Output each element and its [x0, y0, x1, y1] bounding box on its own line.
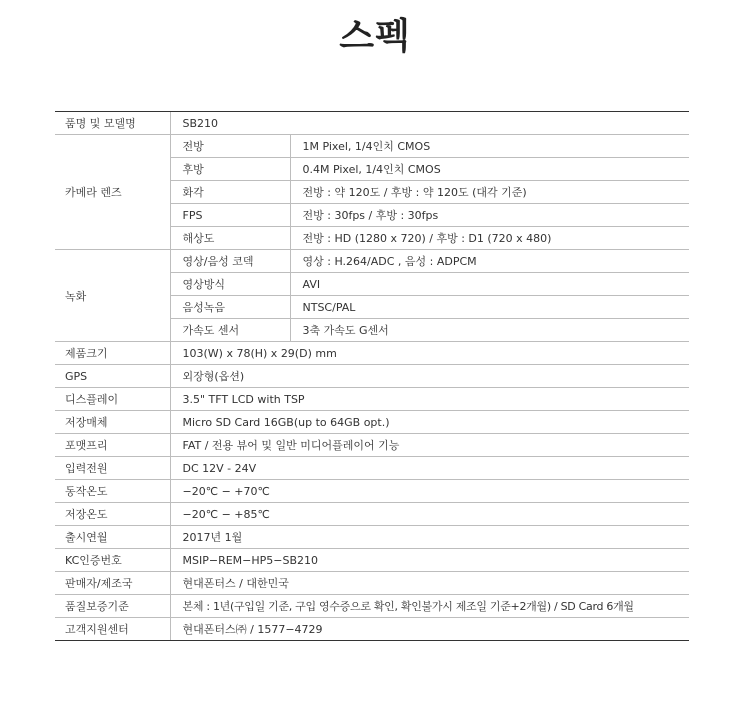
spec-table: [55, 111, 689, 641]
table-row: [55, 503, 689, 526]
page-title: 스펙: [339, 16, 411, 57]
spec-value: −20℃ − +70℃: [170, 480, 689, 503]
table-row: [55, 595, 689, 618]
spec-value: 0.4M Pixel, 1/4인치 CMOS: [290, 158, 689, 181]
table-row: [55, 250, 689, 273]
spec-sub-label: 영상방식: [170, 273, 290, 296]
spec-value: FAT / 전용 뷰어 및 일반 미디어플레이어 기능: [170, 434, 689, 457]
spec-value: 현대폰터스㈜ / 1577−4729: [170, 618, 689, 641]
spec-sub-label: 해상도: [170, 227, 290, 250]
spec-label: GPS: [55, 365, 170, 388]
spec-label: 입력전원: [55, 457, 170, 480]
spec-label: 카메라 렌즈: [55, 135, 170, 250]
table-row: [55, 480, 689, 503]
spec-label: 저장매체: [55, 411, 170, 434]
spec-sub-label: 음성녹음: [170, 296, 290, 319]
spec-label: 저장온도: [55, 503, 170, 526]
spec-value: −20℃ − +85℃: [170, 503, 689, 526]
table-row: [55, 549, 689, 572]
table-row: [55, 112, 689, 135]
spec-sub-label: 영상/음성 코덱: [170, 250, 290, 273]
spec-value: 2017년 1월: [170, 526, 689, 549]
spec-value: 외장형(옵션): [170, 365, 689, 388]
spec-label: 동작온도: [55, 480, 170, 503]
spec-value: 현대폰터스 / 대한민국: [170, 572, 689, 595]
table-row: [55, 526, 689, 549]
table-row: [55, 572, 689, 595]
table-row: [55, 135, 689, 158]
spec-value: 3.5" TFT LCD with TSP: [170, 388, 689, 411]
spec-label: 제품크기: [55, 342, 170, 365]
spec-sub-label: 전방: [170, 135, 290, 158]
spec-sub-label: 가속도 센서: [170, 319, 290, 342]
table-row: [55, 434, 689, 457]
spec-value: NTSC/PAL: [290, 296, 689, 319]
spec-value: 본체 : 1년(구입일 기준, 구입 영수증으로 확인, 확인불가시 제조일 기준+2개월) / SD Card 6개월: [170, 595, 689, 618]
spec-sub-label: 후방: [170, 158, 290, 181]
spec-sub-label: FPS: [170, 204, 290, 227]
spec-value: MSIP−REM−HP5−SB210: [170, 549, 689, 572]
spec-value: 영상 : H.264/ADC , 음성 : ADPCM: [290, 250, 689, 273]
spec-value: AVI: [290, 273, 689, 296]
spec-value: 1M Pixel, 1/4인치 CMOS: [290, 135, 689, 158]
spec-label: KC인증번호: [55, 549, 170, 572]
spec-sub-label: 화각: [170, 181, 290, 204]
spec-label: 품질보증기준: [55, 595, 170, 618]
table-row: [55, 365, 689, 388]
spec-value: SB210: [170, 112, 689, 135]
spec-label: 고객지원센터: [55, 618, 170, 641]
spec-value: 전방 : 30fps / 후방 : 30fps: [290, 204, 689, 227]
table-row: [55, 618, 689, 641]
table-row: [55, 457, 689, 480]
spec-value: 전방 : HD (1280 x 720) / 후방 : D1 (720 x 480): [290, 227, 689, 250]
spec-value: 3축 가속도 G센서: [290, 319, 689, 342]
spec-label: 품명 및 모델명: [55, 112, 170, 135]
spec-value: Micro SD Card 16GB(up to 64GB opt.): [170, 411, 689, 434]
spec-value: 103(W) x 78(H) x 29(D) mm: [170, 342, 689, 365]
spec-label: 녹화: [55, 250, 170, 342]
spec-value: DC 12V - 24V: [170, 457, 689, 480]
spec-label: 출시연월: [55, 526, 170, 549]
spec-value: 전방 : 약 120도 / 후방 : 약 120도 (대각 기준): [290, 181, 689, 204]
spec-label: 디스플레이: [55, 388, 170, 411]
spec-label: 포맷프리: [55, 434, 170, 457]
table-row: [55, 388, 689, 411]
table-row: [55, 411, 689, 434]
spec-label: 판매자/제조국: [55, 572, 170, 595]
table-row: [55, 342, 689, 365]
